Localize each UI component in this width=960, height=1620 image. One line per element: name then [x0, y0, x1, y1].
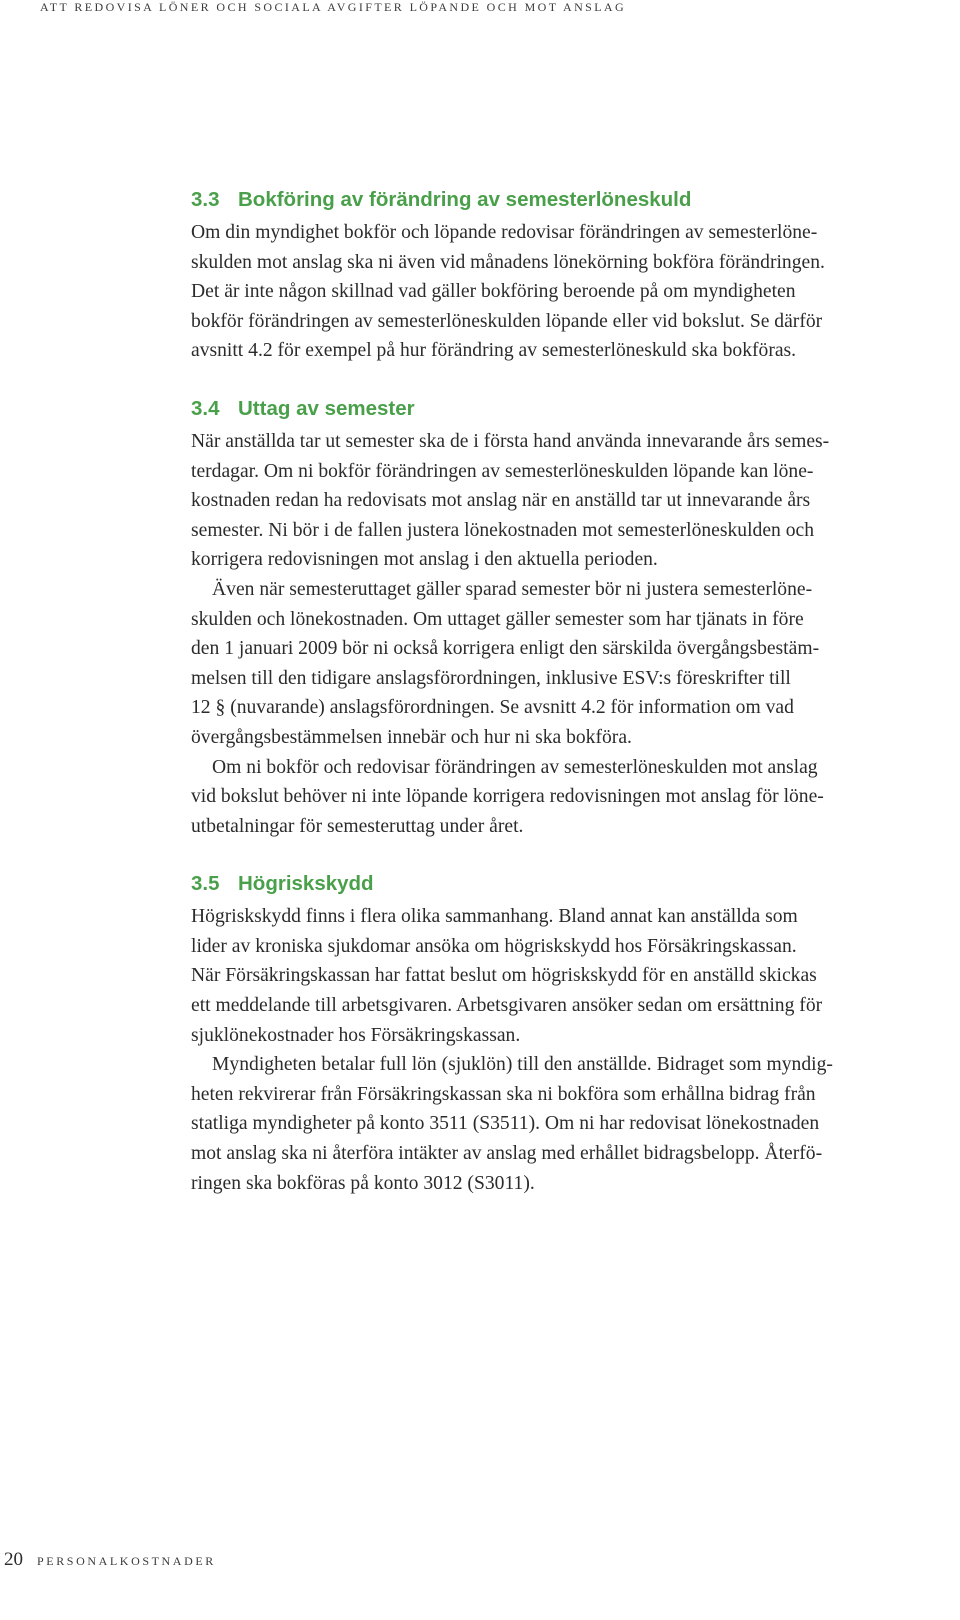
text-line: övergångsbestämmelsen innebär och hur ni ska bokföra. [191, 726, 632, 748]
paragraph [191, 427, 939, 575]
paragraph [191, 902, 939, 1050]
text-line: Myndigheten betalar full lön (sjuklön) till den anställde. Bidraget som myndig- [212, 1054, 833, 1076]
text-line: terdagar. Om ni bokför förändringen av semesterlöneskulden löpande kan löne- [191, 460, 814, 482]
document-body [191, 185, 939, 1226]
text-line: korrigera redovisningen mot anslag i den aktuella perioden. [191, 549, 658, 571]
running-header: ATT REDOVISA LÖNER OCH SOCIALA AVGIFTER LÖPANDE OCH MOT ANSLAG [40, 0, 627, 14]
section-3-5 [191, 869, 939, 1198]
section-heading [191, 394, 939, 424]
text-line: skulden och lönekostnaden. Om uttaget gäller semester som har tjänats in före [191, 608, 804, 630]
section-heading [191, 185, 939, 215]
text-line: När anställda tar ut semester ska de i första hand använda innevarande års semes- [191, 430, 830, 452]
page-footer [4, 1549, 216, 1571]
paragraph [191, 575, 939, 753]
paragraph [191, 1050, 939, 1198]
section-title: Högriskskydd [238, 872, 374, 896]
text-line: lider av kroniska sjukdomar ansöka om högriskskydd hos Försäkringskassan. [191, 935, 797, 957]
text-line: skulden mot anslag ska ni även vid månadens lönekörning bokföra förändringen. [191, 251, 825, 273]
text-line: heten rekvirerar från Försäkringskassan ska ni bokföra som erhållna bidrag från [191, 1083, 816, 1105]
text-line: Om ni bokför och redovisar förändringen av semesterlöneskulden mot anslag [212, 756, 818, 778]
text-line: Även när semesteruttaget gäller sparad semester bör ni justera semesterlöne- [212, 578, 813, 600]
section-title: Uttag av semester [238, 396, 415, 420]
text-line: melsen till den tidigare anslagsförordningen, inklusive ESV:s föreskrifter till [191, 667, 791, 689]
text-line: bokför förändringen av semesterlöneskulden löpande eller vid bokslut. Se därför [191, 310, 823, 332]
text-line: utbetalningar för semesteruttag under året. [191, 815, 524, 837]
section-3-4 [191, 394, 939, 841]
text-line: statliga myndigheter på konto 3511 (S3511). Om ni har redovisat lönekostnaden [191, 1113, 820, 1135]
text-line: Högriskskydd finns i flera olika sammanhang. Bland annat kan anställda som [191, 906, 798, 928]
text-line: ett meddelande till arbetsgivaren. Arbetsgivaren ansöker sedan om ersättning för [191, 995, 823, 1017]
section-number: 3.5 [191, 872, 220, 896]
section-title: Bokföring av förändring av semesterlöneskuld [238, 188, 692, 211]
paragraph [191, 753, 939, 842]
text-line: När Försäkringskassan har fattat beslut om högriskskydd för en anställd skickas [191, 965, 817, 987]
text-line: 12 § (nuvarande) anslagsförordningen. Se avsnitt 4.2 för information om vad [191, 697, 794, 719]
text-line: mot anslag ska ni återföra intäkter av anslag med erhållet bidragsbelopp. Återfö- [191, 1143, 823, 1165]
section-3-3 [191, 185, 939, 366]
page-number: 20 [4, 1549, 23, 1570]
text-line: semester. Ni bör i de fallen justera lönekostnaden mot semesterlöneskulden och [191, 519, 815, 541]
text-line: vid bokslut behöver ni inte löpande korrigera redovisningen mot anslag för löne- [191, 786, 824, 808]
text-line: ringen ska bokföras på konto 3012 (S3011). [191, 1172, 535, 1194]
text-line: avsnitt 4.2 för exempel på hur förändring av semesterlöneskuld ska bokföras. [191, 340, 797, 362]
text-line: kostnaden redan ha redovisats mot anslag när en anställd tar ut innevarande års [191, 490, 811, 512]
text-line: Om din myndighet bokför och löpande redovisar förändringen av semesterlöne- [191, 222, 818, 243]
text-line: Det är inte någon skillnad vad gäller bokföring beroende på om myndigheten [191, 281, 796, 303]
text-line: sjuklönekostnader hos Försäkringskassan. [191, 1024, 521, 1046]
footer-title: PERSONALKOSTNADER [37, 1554, 216, 1568]
paragraph [191, 218, 939, 366]
section-number: 3.3 [191, 188, 220, 211]
text-line: den 1 januari 2009 bör ni också korrigera enligt den särskilda övergångsbestäm- [191, 638, 820, 660]
section-number: 3.4 [191, 396, 220, 420]
section-heading [191, 869, 939, 899]
